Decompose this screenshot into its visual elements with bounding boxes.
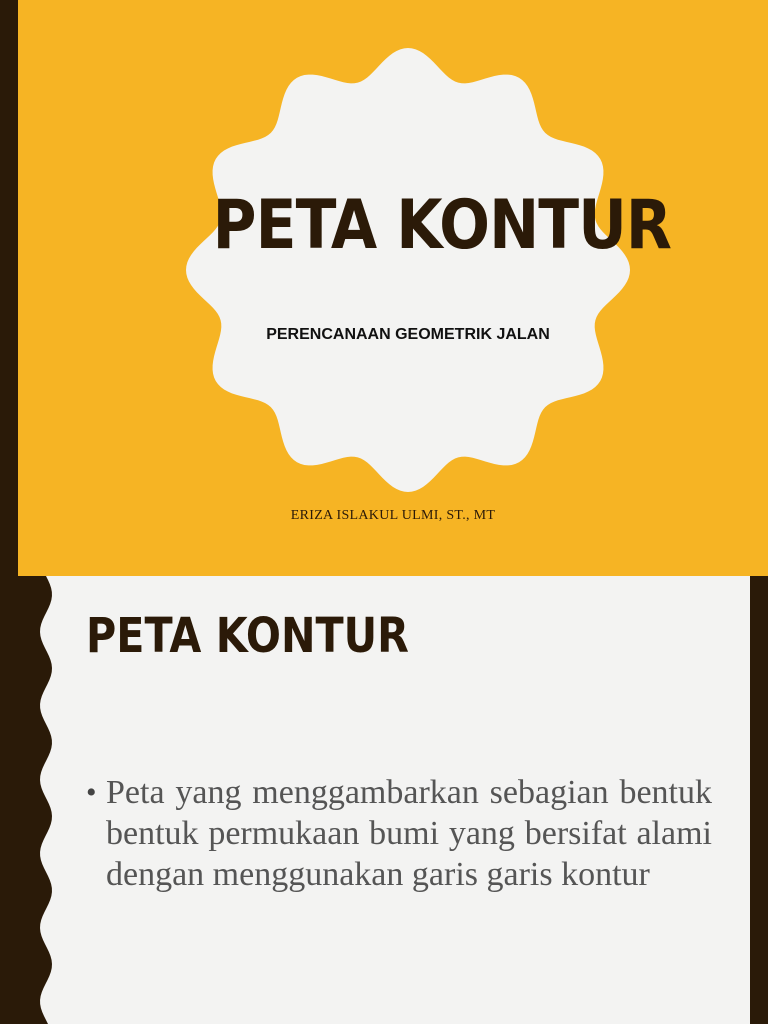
bullet-item [86,772,712,895]
bullet-text: Peta yang menggambarkan sebagian bentuk bentuk permukaan bumi yang bersifat alami dengan menggunakan garis garis kontur [106,774,712,893]
subtitle: PERENCANAAN GEOMETRIK JALAN [266,326,550,343]
bullet-list [86,772,712,895]
scalloped-badge [186,48,672,492]
badge-shape [186,48,672,492]
bullet-dot: • [86,776,97,809]
content-title: PETA KONTUR [86,608,409,664]
title-slide [18,0,768,576]
content-slide [0,576,768,1024]
author-name: ERIZA ISLAKUL ULMI, ST., MT [290,508,496,523]
main-title: PETA KONTUR [212,186,672,265]
